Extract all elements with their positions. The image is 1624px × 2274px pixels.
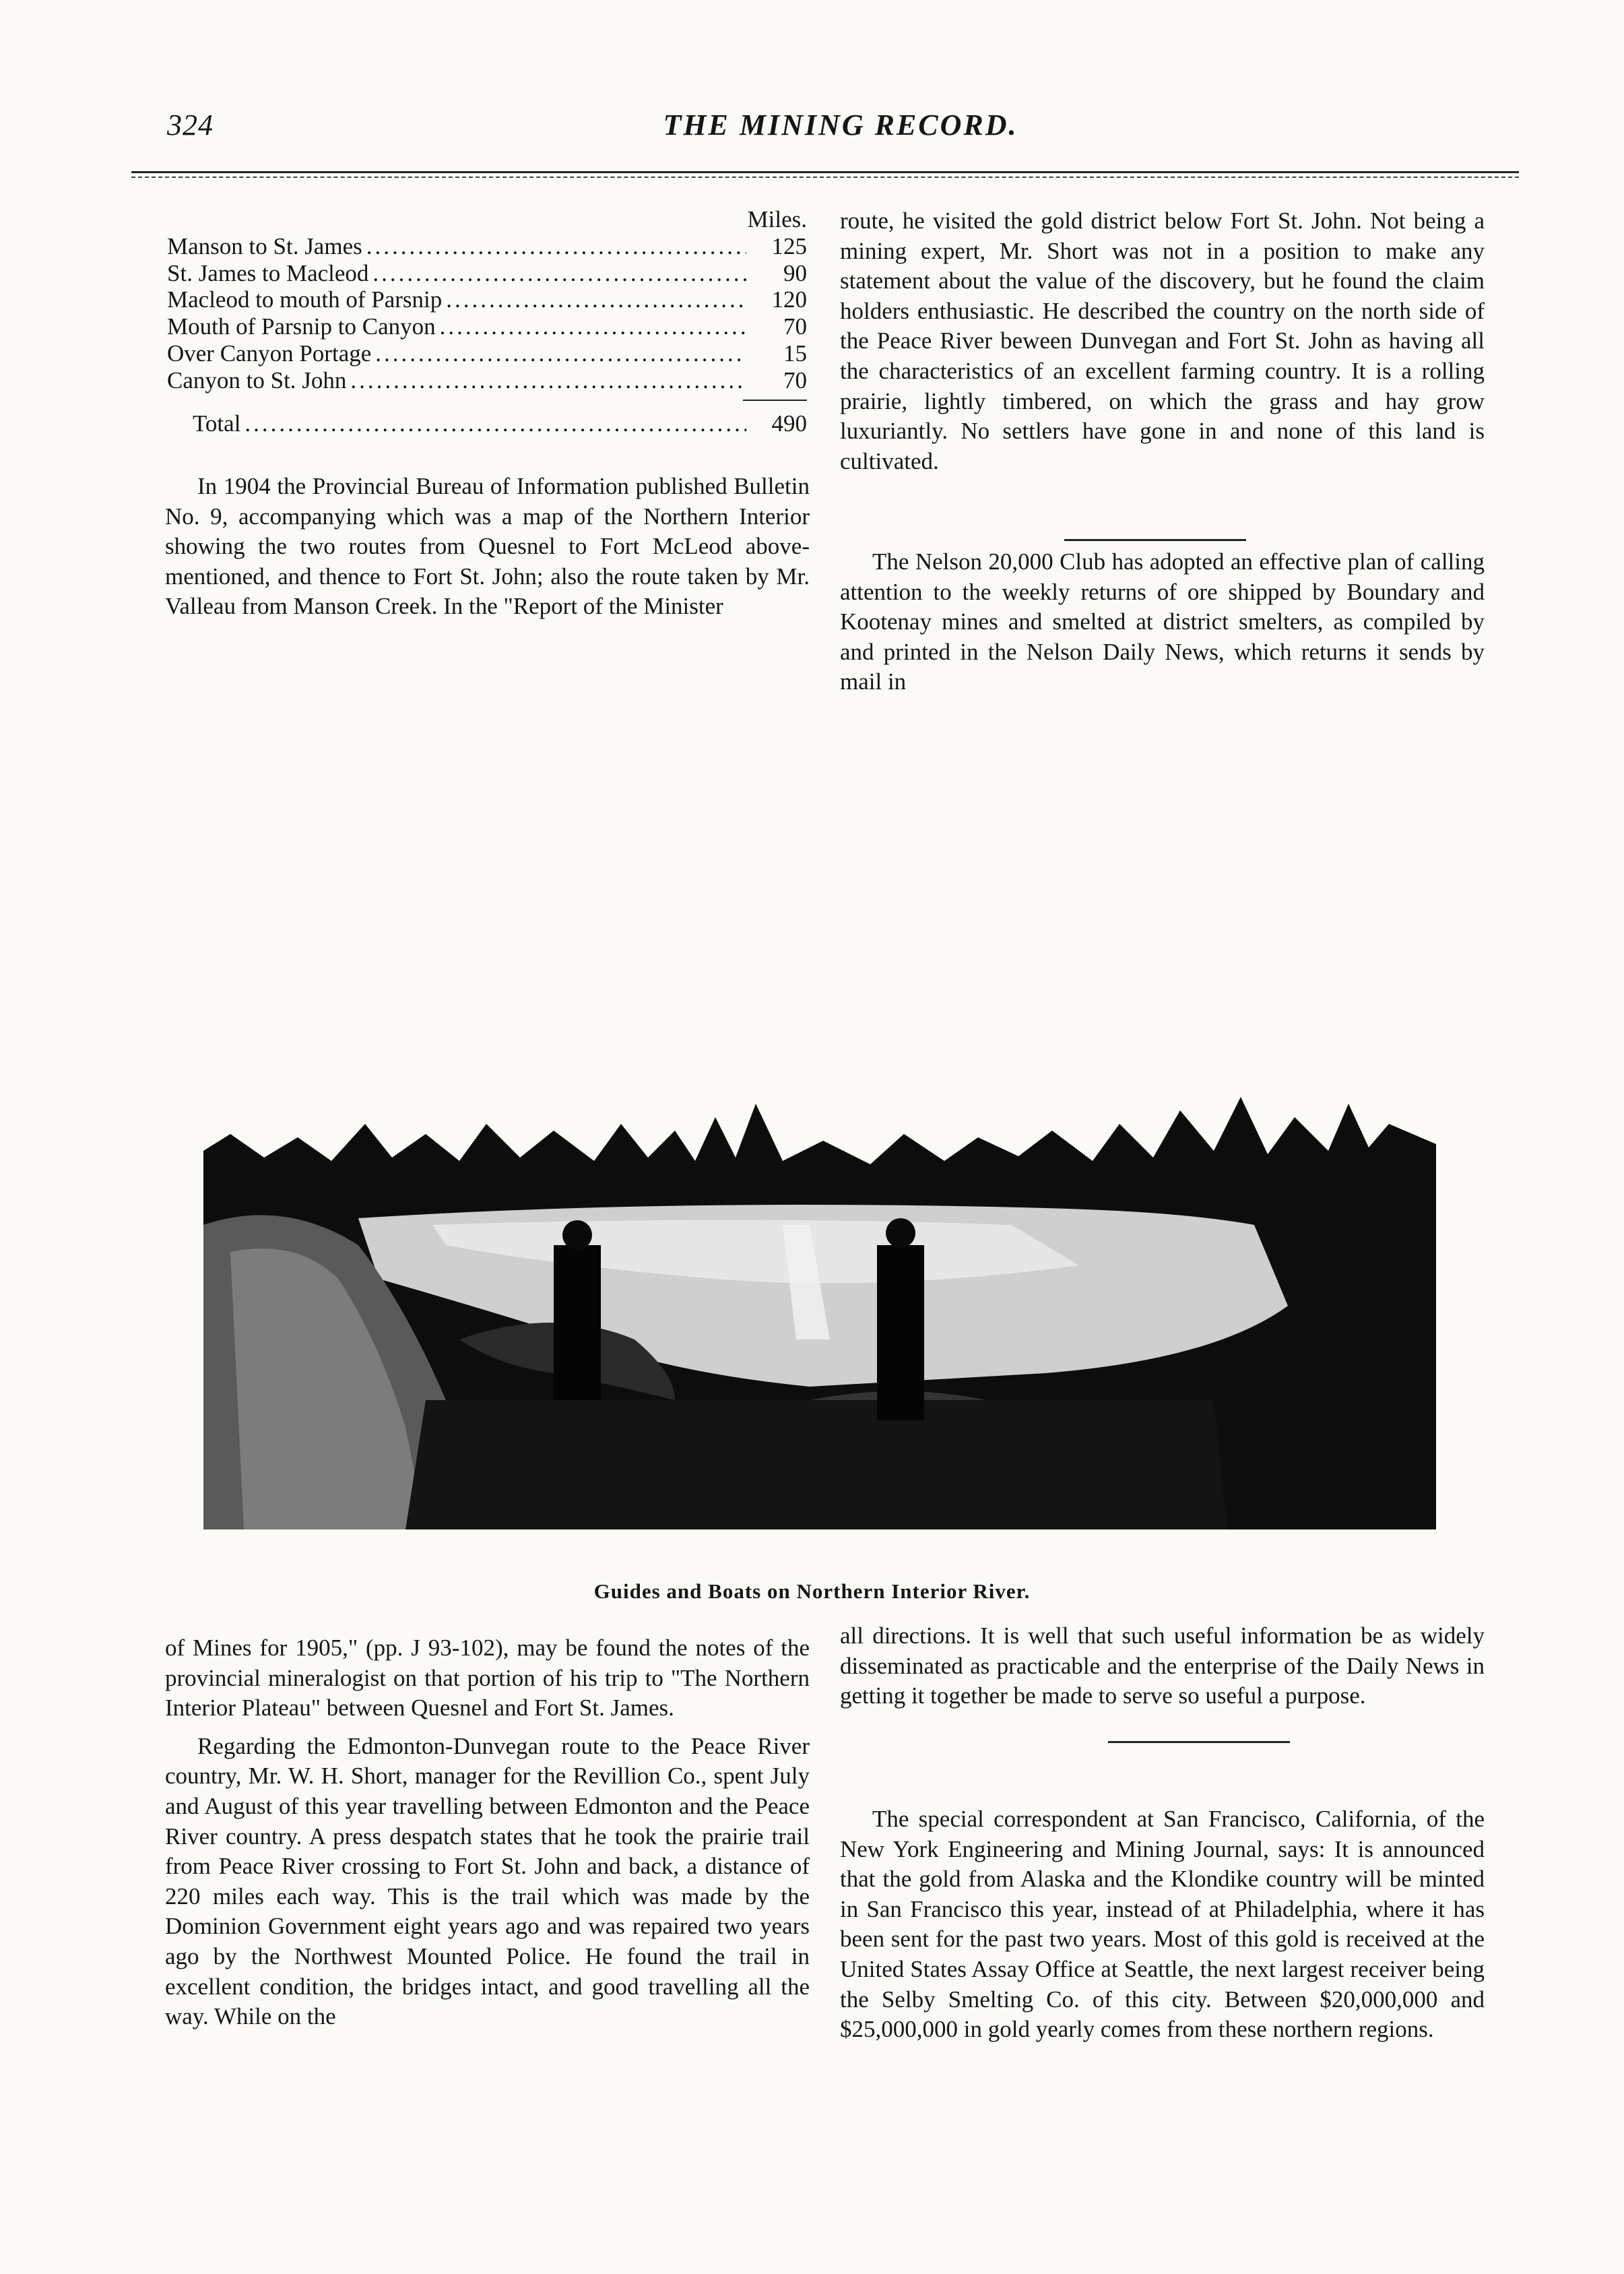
route-miles: 70 xyxy=(783,313,807,340)
leader-dots xyxy=(436,313,746,340)
header-rule-dashed xyxy=(131,177,1519,178)
paragraph-daily-news: all directions. It is well that such useful information be as widely disseminated as practicable and the enterprise of the Daily News in getting it together be made to serve so useful a purpose. xyxy=(840,1622,1485,1709)
leader-dots xyxy=(346,367,746,394)
table-row xyxy=(167,233,807,260)
right-column-top xyxy=(840,206,1485,476)
sum-rule xyxy=(743,400,807,401)
leader-dots xyxy=(442,286,746,313)
total-miles: 490 xyxy=(771,410,807,437)
table-row xyxy=(167,260,807,287)
table-row xyxy=(167,367,807,394)
route-label: Canyon to St. John xyxy=(167,367,347,393)
section-divider xyxy=(1108,1741,1290,1743)
total-label: Total xyxy=(193,410,241,437)
river-photo xyxy=(203,1023,1436,1529)
paragraph-report-minister: of Mines for 1905," (pp. J 93-102), may be found the notes of the provincial mineralogist on that portion of his trip to "The Northern Interior Plateau" between Quesnel and Fort St. James. xyxy=(165,1635,810,1722)
table-row xyxy=(167,340,807,367)
right-column-bottom-2 xyxy=(840,1804,1485,2045)
leader-dots xyxy=(240,410,746,437)
route-label: Macleod to mouth of Parsnip xyxy=(167,286,443,313)
leader-dots xyxy=(368,260,746,287)
photo-caption: Guides and Boats on Northern Interior River. xyxy=(593,1579,1031,1603)
route-miles: 15 xyxy=(783,340,807,367)
left-column-top xyxy=(165,472,810,622)
page-number: 324 xyxy=(167,108,214,141)
route-label: Manson to St. James xyxy=(167,232,362,259)
journal-title: THE MINING RECORD. xyxy=(663,108,1018,141)
page-header xyxy=(167,108,1514,155)
header-rule xyxy=(131,171,1519,173)
table-row xyxy=(167,286,807,313)
miles-column-header: Miles. xyxy=(747,206,807,232)
right-column-top-2 xyxy=(840,547,1485,697)
paragraph-bulletin: In 1904 the Provincial Bureau of Information published Bulletin No. 9, accompanying which was a map of the Northern Interior showing the two routes from Quesnel to Fort McLeod above-mentioned, and thence to Fort St. John; also the route taken by Mr. Valleau from Manson Creek. In the "Report of the Minister xyxy=(165,473,810,620)
river-photo-illustration xyxy=(203,1023,1436,1529)
paragraph-gold-district: route, he visited the gold district below Fort St. John. Not being a mining expert, Mr. Short was not in a position to make any statement about the value of the discovery, but he found the claim holders enthusiastic. He described the country on the north side of the Peace River beween Dunvegan and Fort St. John as having all the characteristics of an excellent farming country. It is a rolling prairie, lightly timbered, on which the grass and hay grow luxuriantly. No settlers have gone in and none of this land is cultivated. xyxy=(840,208,1485,474)
total-row xyxy=(167,410,807,437)
route-miles: 90 xyxy=(783,259,807,286)
route-miles: 120 xyxy=(771,286,807,313)
route-miles: 70 xyxy=(783,367,807,393)
leader-dots xyxy=(362,233,746,260)
leader-dots xyxy=(371,340,746,367)
route-miles: 125 xyxy=(771,232,807,259)
table-row xyxy=(167,313,807,340)
right-column-bottom xyxy=(840,1621,1485,1711)
route-label: Mouth of Parsnip to Canyon xyxy=(167,313,436,340)
left-column-bottom xyxy=(165,1633,810,2032)
miles-table xyxy=(167,206,807,437)
paragraph-san-francisco-mint: The special correspondent at San Francisco, California, of the New York Engineering and Mining Journal, says: It is announced that the gold from Alaska and the Klondike country will be minted in San Francisco this year, instead of at Philadelphia, where it has been sent for the past two years. Most of this gold is received at the United States Assay Office at Seattle, the next largest receiver being the Selby Smelting Co. of this city. Between $20,000,000 and $25,000,000 in gold yearly comes from these northern regions. xyxy=(840,1806,1485,2043)
paragraph-nelson-club: The Nelson 20,000 Club has adopted an effective plan of calling attention to the weekly returns of ore shipped by Boundary and Kootenay mines and smelted at district smelters, as compiled by and printed in the Nelson Daily News, which returns it sends by mail in xyxy=(840,548,1485,695)
section-divider xyxy=(1064,539,1246,541)
route-label: St. James to Macleod xyxy=(167,259,369,286)
paragraph-edmonton-route: Regarding the Edmonton-Dunvegan route to the Peace River country, Mr. W. H. Short, manager for the Revillion Co., spent July and August of this year travelling between Edmonton and the Peace River country. A press despatch states that he took the prairie trail from Peace River crossing to Fort St. John and back, a distance of 220 miles each way. This is the trail which was made by the Dominion Government eight years ago and was repaired two years ago by the Northwest Mounted Police. He found the trail in excellent condition, the bridges intact, and good travelling all the way. While on the xyxy=(165,1732,810,2030)
route-label: Over Canyon Portage xyxy=(167,340,372,367)
